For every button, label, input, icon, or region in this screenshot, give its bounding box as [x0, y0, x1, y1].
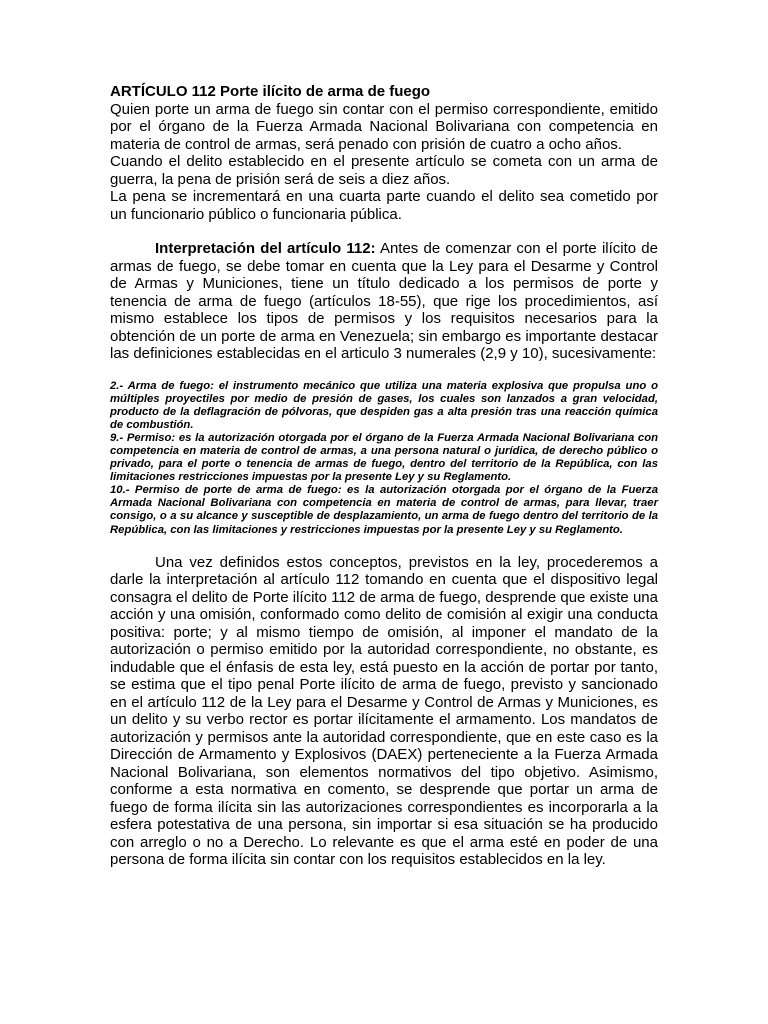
interpretation-paragraph — [110, 240, 658, 363]
conclusion-paragraph: Una vez definidos estos conceptos, previstos en la ley, procederemos a darle la interpretación al artículo 112 tomando en cuenta que el dispositivo legal consagra el delito de Porte ilícito 112 de arma de fuego, desprende que existe una acción y una omisión, conformado como delito de comisión al exigir una conducta positiva: porte; y al mismo tiempo de omisión, al imponer el mandato de la autorización o permiso emitido por la autoridad correspondiente, no obstante, es indudable que el énfasis de esta ley, está puesto en la acción de portar por tanto, se estima que el tipo penal Porte ilícito de arma de fuego, previsto y sancionado en el artículo 112 de la Ley para el Desarme y Control de Armas y Municiones, es un delito y su verbo rector es portar ilícitamente el armamento. Los mandatos de autorización y permisos ante la autoridad correspondiente, que en este caso es la Dirección de Armamento y Explosivos (DAEX) perteneciente a la Fuerza Armada Nacional Bolivariana, son elementos normativos del tipo objetivo. Asimismo, conforme a esta normativa en comento, se desprende que portar un arma de fuego de forma ilícita sin las autorizaciones correspondientes es incorporarla a la esfera potestativa de una persona, sin importar si esa situación se ha producido con arreglo o no a Derecho. Lo relevante es que el arma esté en poder de una persona de forma ilícita sin contar con los requisitos establecidos en la ley. — [110, 553, 658, 869]
article-heading: ARTÍCULO 112 Porte ilícito de arma de fuego — [110, 83, 431, 100]
definitions-block — [110, 380, 658, 537]
article-paragraph-3: La pena se incrementará en una cuarta parte cuando el delito sea cometido por un funcionario público o funcionaria pública. — [110, 188, 658, 223]
article-paragraph-1: Quien porte un arma de fuego sin contar con el permiso correspondiente, emitido por el órgano de la Fuerza Armada Nacional Bolivariana con competencia en materia de control de armas, será penado con prisión de cuatro a ocho años. — [110, 100, 658, 153]
interpretation-label: Interpretación del artículo 112: — [155, 240, 376, 257]
interpretation-text: Antes de comenzar con el porte ilícito de armas de fuego, se debe tomar en cuenta que la Ley para el Desarme y Control de Armas y Municiones, tiene un título dedicado a los permisos de porte y tenencia de arma de fuego (artículos 18-55), que rige los procedimientos, así mismo establece los tipos de permisos y los requisitos necesarios para la obtención de un porte de arma en Venezuela; sin embargo es importante destacar las definiciones establecidas en el articulo 3 numerales (2,9 y 10), sucesivamente: — [110, 240, 658, 362]
article-paragraph-2: Cuando el delito establecido en el presente artículo se cometa con un arma de guerra, la pena de prisión será de seis a diez años. — [110, 153, 658, 188]
definition-arma-de-fuego: 2.- Arma de fuego: el instrumento mecánico que utiliza una materia explosiva que propulsa uno o múltiples proyectiles por medio de presión de gases, los cuales son lanzados a gran velocidad, producto de la deflagración de pólvoras, que despiden gas a alta presión tras una reacción química de combustión. — [110, 379, 658, 431]
definition-permiso-de-porte: 10.- Permiso de porte de arma de fuego: es la autorización otorgada por el órgano de la Fuerza Armada Nacional Bolivariana con competencia en materia de control de armas, para llevar, traer consigo, o a su alcance y susceptible de desplazamiento, un arma de fuego dentro del territorio de la República, con las limitaciones y restricciones impuestas por la presente Ley y su Reglamento. — [110, 484, 658, 536]
definition-permiso: 9.- Permiso: es la autorización otorgada por el órgano de la Fuerza Armada Nacional Bolivariana con competencia en materia de control de armas, a una persona natural o jurídica, de derecho público o privado, para el porte o tenencia de armas de fuego, dentro del territorio de la República, con las limitaciones restricciones impuestas por la presente Ley y su Reglamento. — [110, 431, 658, 484]
document-content — [110, 83, 658, 869]
